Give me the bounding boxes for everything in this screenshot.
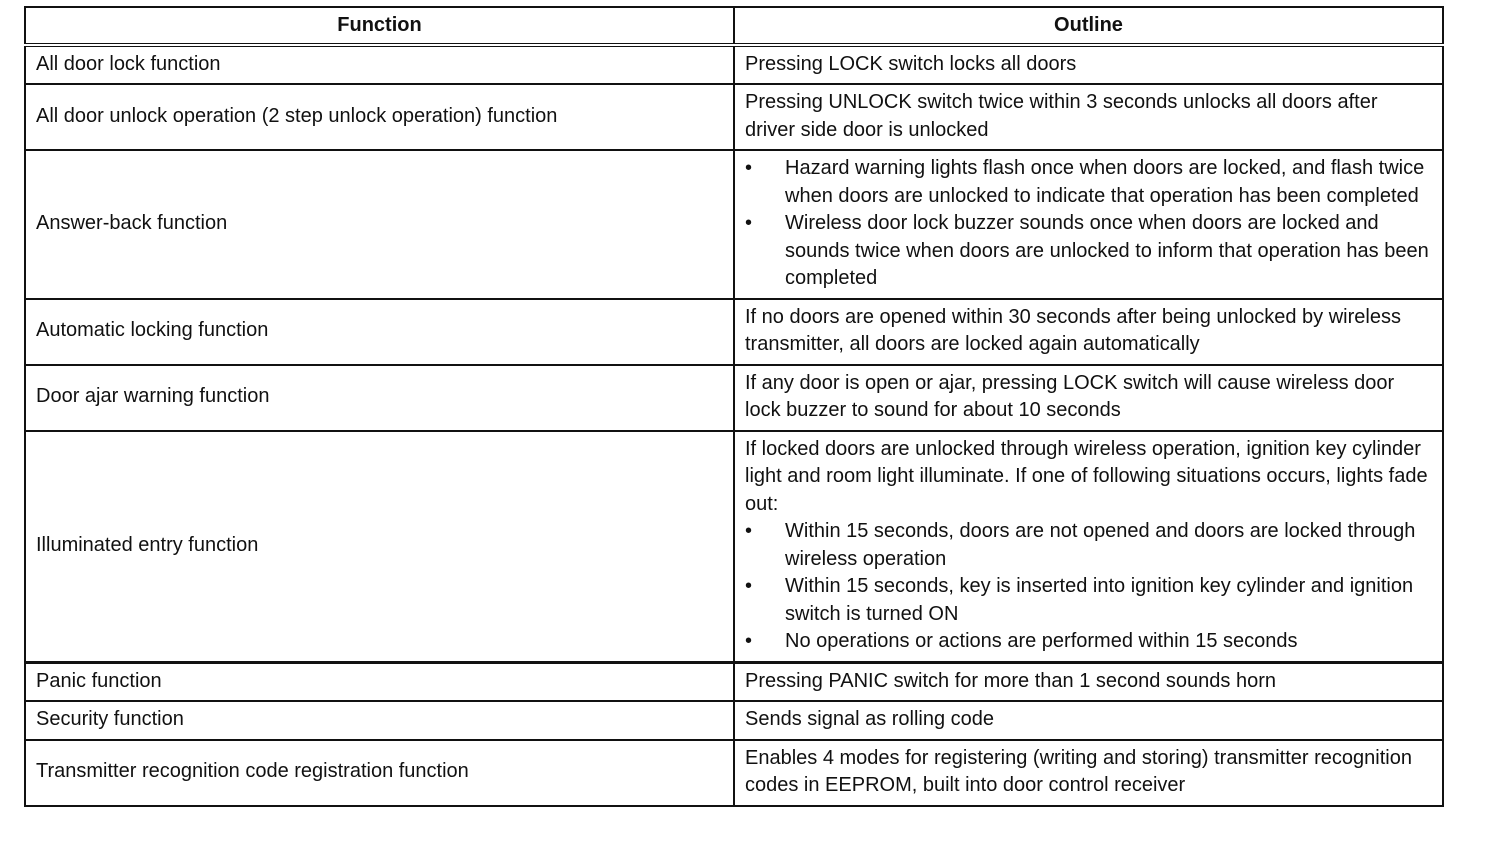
function-cell: Answer-back function xyxy=(25,150,734,299)
outline-cell: If any door is open or ajar, pressing LOCK switch will cause wireless door lock buzzer to sound for about 10 seconds xyxy=(734,365,1443,431)
function-cell: Door ajar warning function xyxy=(25,365,734,431)
outline-cell: Sends signal as rolling code xyxy=(734,701,1443,740)
bullet-item: • No operations or actions are performed within 15 seconds xyxy=(745,628,1432,656)
function-cell: Security function xyxy=(25,701,734,740)
table-row xyxy=(25,84,1443,150)
bullet-item: • Within 15 seconds, doors are not opened and doors are locked through wireless operation xyxy=(745,518,1432,573)
bullet-item: • Hazard warning lights flash once when doors are locked, and flash twice when doors are unlocked to indicate that operation has been completed xyxy=(745,155,1432,210)
table-row xyxy=(25,701,1443,740)
header-row xyxy=(25,7,1443,45)
outline-cell xyxy=(734,431,1443,663)
function-outline-table xyxy=(24,6,1444,807)
outline-bullet-list xyxy=(745,155,1432,293)
table-row xyxy=(25,299,1443,365)
table-row xyxy=(25,431,1443,663)
function-cell: Automatic locking function xyxy=(25,299,734,365)
table-row xyxy=(25,365,1443,431)
bullet-item: • Wireless door lock buzzer sounds once when doors are locked and sounds twice when doors are unlocked to inform that operation has been completed xyxy=(745,210,1432,293)
outline-bullet-list xyxy=(745,518,1432,656)
outline-cell: If no doors are opened within 30 seconds after being unlocked by wireless transmitter, all doors are locked again automatically xyxy=(734,299,1443,365)
function-cell: Panic function xyxy=(25,662,734,701)
header-outline: Outline xyxy=(734,7,1443,45)
outline-cell: Pressing PANIC switch for more than 1 second sounds horn xyxy=(734,662,1443,701)
table-row xyxy=(25,45,1443,85)
outline-cell: Pressing LOCK switch locks all doors xyxy=(734,45,1443,85)
outline-cell: Enables 4 modes for registering (writing and storing) transmitter recognition codes in EEPROM, built into door control receiver xyxy=(734,740,1443,806)
table-row xyxy=(25,740,1443,806)
function-cell: Illuminated entry function xyxy=(25,431,734,663)
function-cell: All door unlock operation (2 step unlock operation) function xyxy=(25,84,734,150)
header-function: Function xyxy=(25,7,734,45)
outline-intro-text: If locked doors are unlocked through wireless operation, ignition key cylinder light and room light illuminate. If one of following situations occurs, lights fade out: xyxy=(745,437,1428,515)
outline-cell: Pressing UNLOCK switch twice within 3 seconds unlocks all doors after driver side door is unlocked xyxy=(734,84,1443,150)
outline-cell xyxy=(734,150,1443,299)
function-cell: All door lock function xyxy=(25,45,734,85)
function-cell: Transmitter recognition code registration function xyxy=(25,740,734,806)
table-row xyxy=(25,662,1443,701)
bullet-item: • Within 15 seconds, key is inserted into ignition key cylinder and ignition switch is turned ON xyxy=(745,573,1432,628)
table-row xyxy=(25,150,1443,299)
